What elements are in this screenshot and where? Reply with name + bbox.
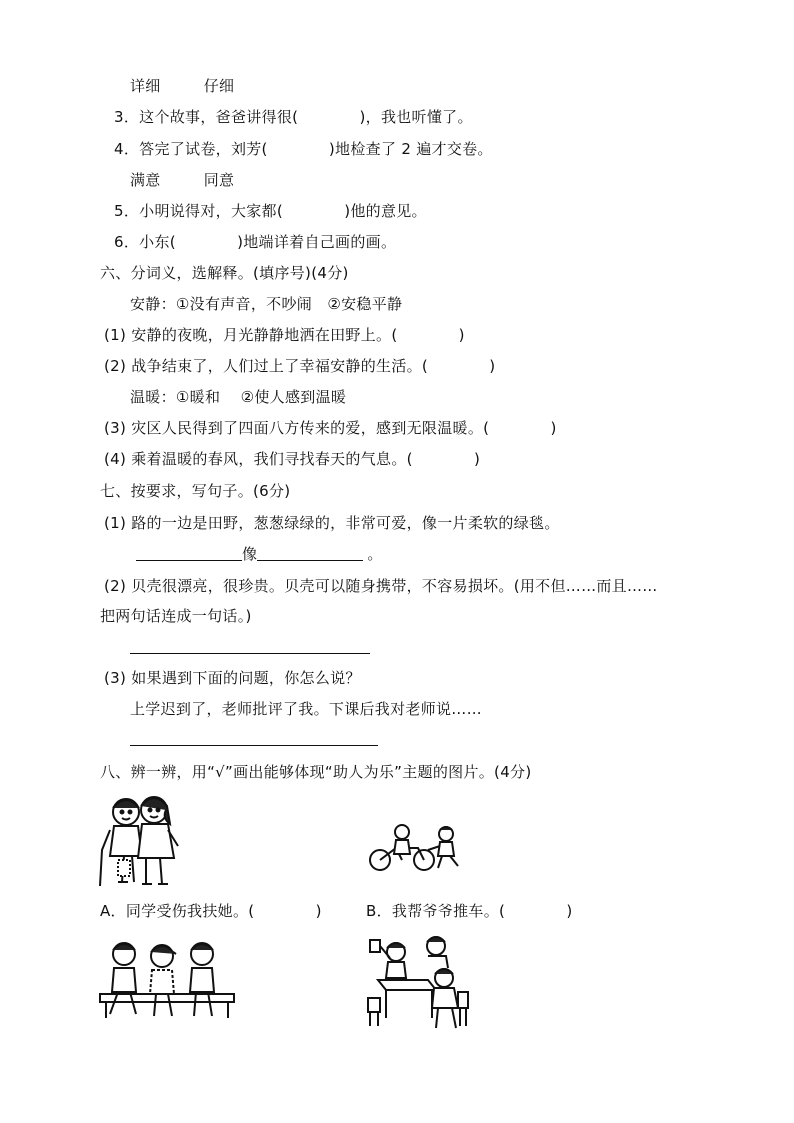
illustration-icon: [366, 824, 470, 872]
answer-line[interactable]: [130, 653, 370, 654]
picture-c-children-bench: [96, 938, 236, 1020]
answer-blank[interactable]: [136, 544, 242, 561]
s6-item-2: (2) 战争结束了，人们过上了幸福安静的生活。( ): [104, 357, 496, 375]
question-5: 5．小明说得对，大家都( )他的意见。: [114, 202, 427, 220]
section-7-title: 七、按要求，写句子。(6分): [100, 482, 291, 500]
word-choice-1: [130, 76, 234, 96]
section-6-title: 六、分词义，选解释。(填序号)(4分): [100, 264, 349, 282]
s7-item-2-line-b: 把两句话连成一句话。): [100, 607, 252, 625]
word-option: 同意: [203, 171, 235, 189]
s7-item-2-line-a: (2) 贝壳很漂亮，很珍贵。贝壳可以随身携带，不容易损坏。(用不但……而且……: [104, 577, 658, 595]
question-4: 4．答完了试卷，刘芳( )地检查了 2 遍才交卷。: [114, 140, 493, 158]
s6-item-4: (4) 乘着温暖的春风，我们寻找春天的气息。( ): [104, 450, 481, 468]
word-option: 满意: [130, 171, 161, 189]
option-a: A．同学受伤我扶她。( ): [100, 902, 322, 920]
picture-b-pushing-bike: [366, 824, 470, 872]
period: 。: [367, 545, 383, 563]
illustration-icon: [96, 790, 188, 888]
answer-line[interactable]: [130, 745, 378, 746]
s7-item-1-answer: [136, 544, 383, 564]
section-8-title: 八、辨一辨，用“√”画出能够体现“助人为乐”主题的图片。(4分): [100, 763, 532, 781]
s6-item-3: (3) 灾区人民得到了四面八方传来的爱，感到无限温暖。( ): [104, 419, 557, 437]
picture-a-helping-classmate: [96, 790, 188, 888]
like-word: 像: [242, 545, 258, 563]
word-option: 仔细: [203, 77, 235, 95]
question-6: 6．小东( )地端详着自己画的画。: [114, 233, 397, 251]
answer-blank[interactable]: [257, 544, 363, 561]
word-option: 详细: [130, 77, 161, 95]
definition-wennuan: 温暖：①暖和 ②使人感到温暖: [130, 388, 347, 406]
picture-d-children-table: [366, 934, 470, 1030]
definition-anjing: 安静：①没有声音，不吵闹 ②安稳平静: [130, 295, 403, 313]
s6-item-1: (1) 安静的夜晚，月光静静地洒在田野上。( ): [104, 326, 465, 344]
illustration-icon: [96, 938, 236, 1020]
option-b: B．我帮爷爷推车。( ): [366, 902, 573, 920]
s7-item-3-prompt: 上学迟到了，老师批评了我。下课后我对老师说……: [130, 700, 482, 718]
question-3: 3．这个故事，爸爸讲得很( )，我也听懂了。: [114, 108, 473, 126]
s7-item-3: (3) 如果遇到下面的问题，你怎么说？: [104, 669, 361, 687]
word-choice-2: [130, 170, 234, 190]
illustration-icon: [366, 934, 470, 1030]
s7-item-1: (1) 路的一边是田野，葱葱绿绿的，非常可爱，像一片柔软的绿毯。: [104, 514, 560, 532]
